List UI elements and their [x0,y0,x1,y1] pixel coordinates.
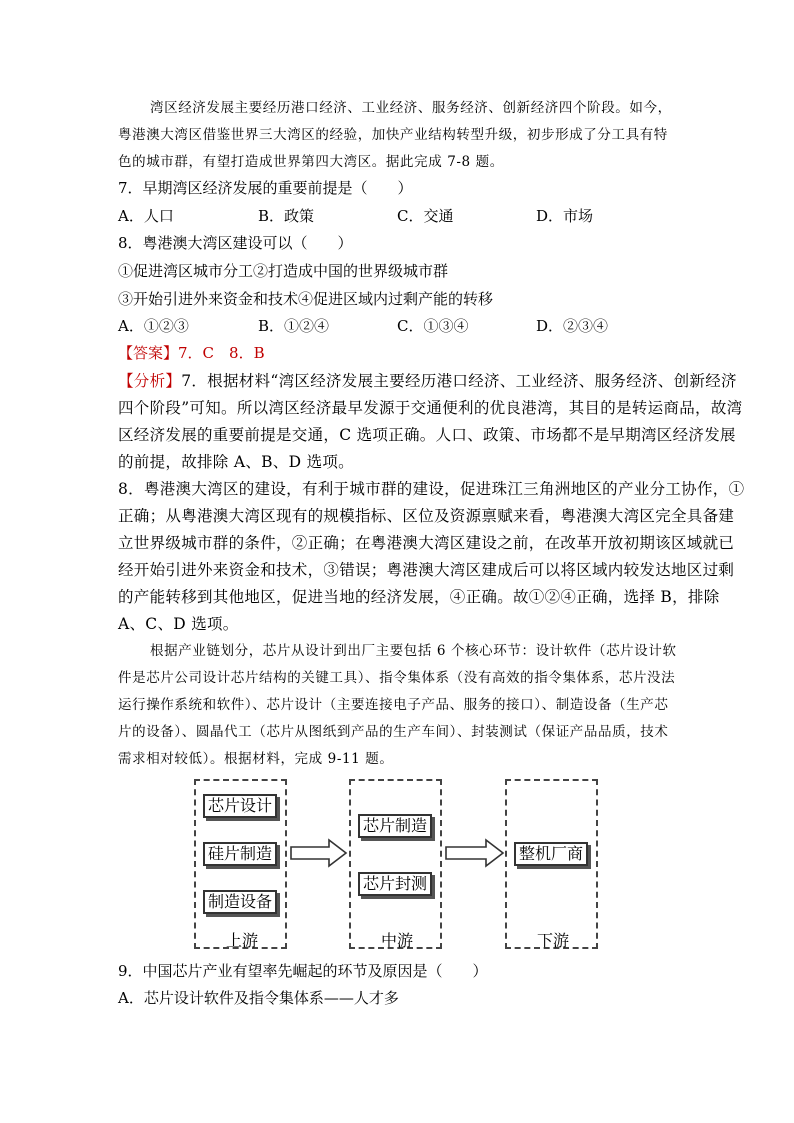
option-a: A．人口 [118,207,174,225]
option-a: A．①②③ [118,317,189,335]
option-d: D．②③④ [536,317,609,335]
analysis-label: 【分析】 [118,372,182,390]
analysis-line: 四个阶段”可知。所以湾区经济最早发源于交通便利的优良港湾，其目的是转运商品，故湾 [118,399,743,417]
question-stem: 8．粤港澳大湾区建设可以（ ） [118,234,353,252]
question-stem: 7．早期湾区经济发展的重要前提是（ ） [118,179,413,197]
upstream-label: 上游 [226,931,259,950]
analysis-text: 7．根据材料“湾区经济发展主要经历港口经济、工业经济、服务经济、创新经济 [181,372,737,390]
option-a: A．芯片设计软件及指令集体系——人才多 [118,989,399,1007]
analysis-line: 的前提，故排除 A、B、D 选项。 [118,453,354,471]
passage-line: 件是芯片公司设计芯片结构的关键工具）、指令集体系（没有高效的指令集体系，芯片没法 [118,670,676,686]
analysis-line: 的产能转移到其他地区，促进当地的经济发展，④正确。故①②④正确，选择 B，排除 [118,588,720,606]
option-d: D．市场 [536,207,594,225]
passage-line: 湾区经济发展主要经历港口经济、工业经济、服务经济、创新经济四个阶段。如今， [150,100,672,116]
analysis-line: A、C、D 选项。 [118,615,239,633]
option-c: C．交通 [397,207,454,225]
answer-label: 【答案】 [118,344,179,362]
downstream-label: 下游 [537,931,570,950]
question-items: ③开始引进外来资金和技术④促进区域内过剩产能的转移 [118,290,494,308]
upstream-item: 芯片设计 [203,794,277,818]
midstream-item: 芯片封测 [358,872,432,896]
passage-line: 需求相对较低）。根据材料，完成 9-11 题。 [118,751,394,767]
upstream-item: 制造设备 [203,890,277,914]
midstream-item: 芯片制造 [358,814,432,838]
upstream-item: 硅片制造 [203,842,277,866]
midstream-box [349,779,442,949]
passage-line: 根据产业链划分，芯片从设计到出厂主要包括 6 个核心环节：设计软件（芯片设计软 [150,643,677,659]
question-stem: 9．中国芯片产业有望率先崛起的环节及原因是（ ） [118,962,488,980]
answer-line [118,343,265,363]
arrow-right-icon [289,838,349,868]
passage-line: 运行操作系统和软件）、芯片设计（主要连接电子产品、服务的接口）、制造设备（生产芯 [118,697,669,713]
passage-line: 粤港澳大湾区借鉴世界三大湾区的经验，加快产业结构转型升级，初步形成了分工具有特 [118,127,668,143]
arrow-right-icon [444,838,506,868]
option-c: C．①③④ [397,317,469,335]
option-b: B．政策 [258,207,315,225]
option-b: B．①②④ [258,317,330,335]
downstream-item: 整机厂商 [514,842,588,866]
question-items: ①促进湾区城市分工②打造成中国的世界级城市群 [118,262,449,280]
analysis-line: 经开始引进外来资金和技术，③错误；粤港澳大湾区建成后可以将区域内较发达地区过剩 [118,561,735,579]
passage-line: 片的设备）、圆晶代工（芯片从图纸到产品的生产车间）、封装测试（保证产品品质，技术 [118,724,669,740]
passage-line: 色的城市群，有望打造成世界第四大湾区。据此完成 7-8 题。 [118,154,504,170]
analysis-line: 区经济发展的重要前提是交通，C 选项正确。人口、政策、市场都不是早期湾区经济发展 [118,426,736,444]
analysis-line: 正确；从粤港澳大湾区现有的规模指标、区位及资源禀赋来看，粤港澳大湾区完全具备建 [118,507,735,525]
answer-text: 7．C 8．B [178,344,265,362]
analysis-line [118,371,737,391]
analysis-line: 立世界级城市群的条件，②正确；在粤港澳大湾区建设之前，在改革开放初期该区域就已 [118,534,735,552]
midstream-label: 中游 [381,931,414,950]
analysis-line: 8．粤港澳大湾区的建设，有利于城市群的建设，促进珠江三角洲地区的产业分工协作，① [118,480,745,498]
